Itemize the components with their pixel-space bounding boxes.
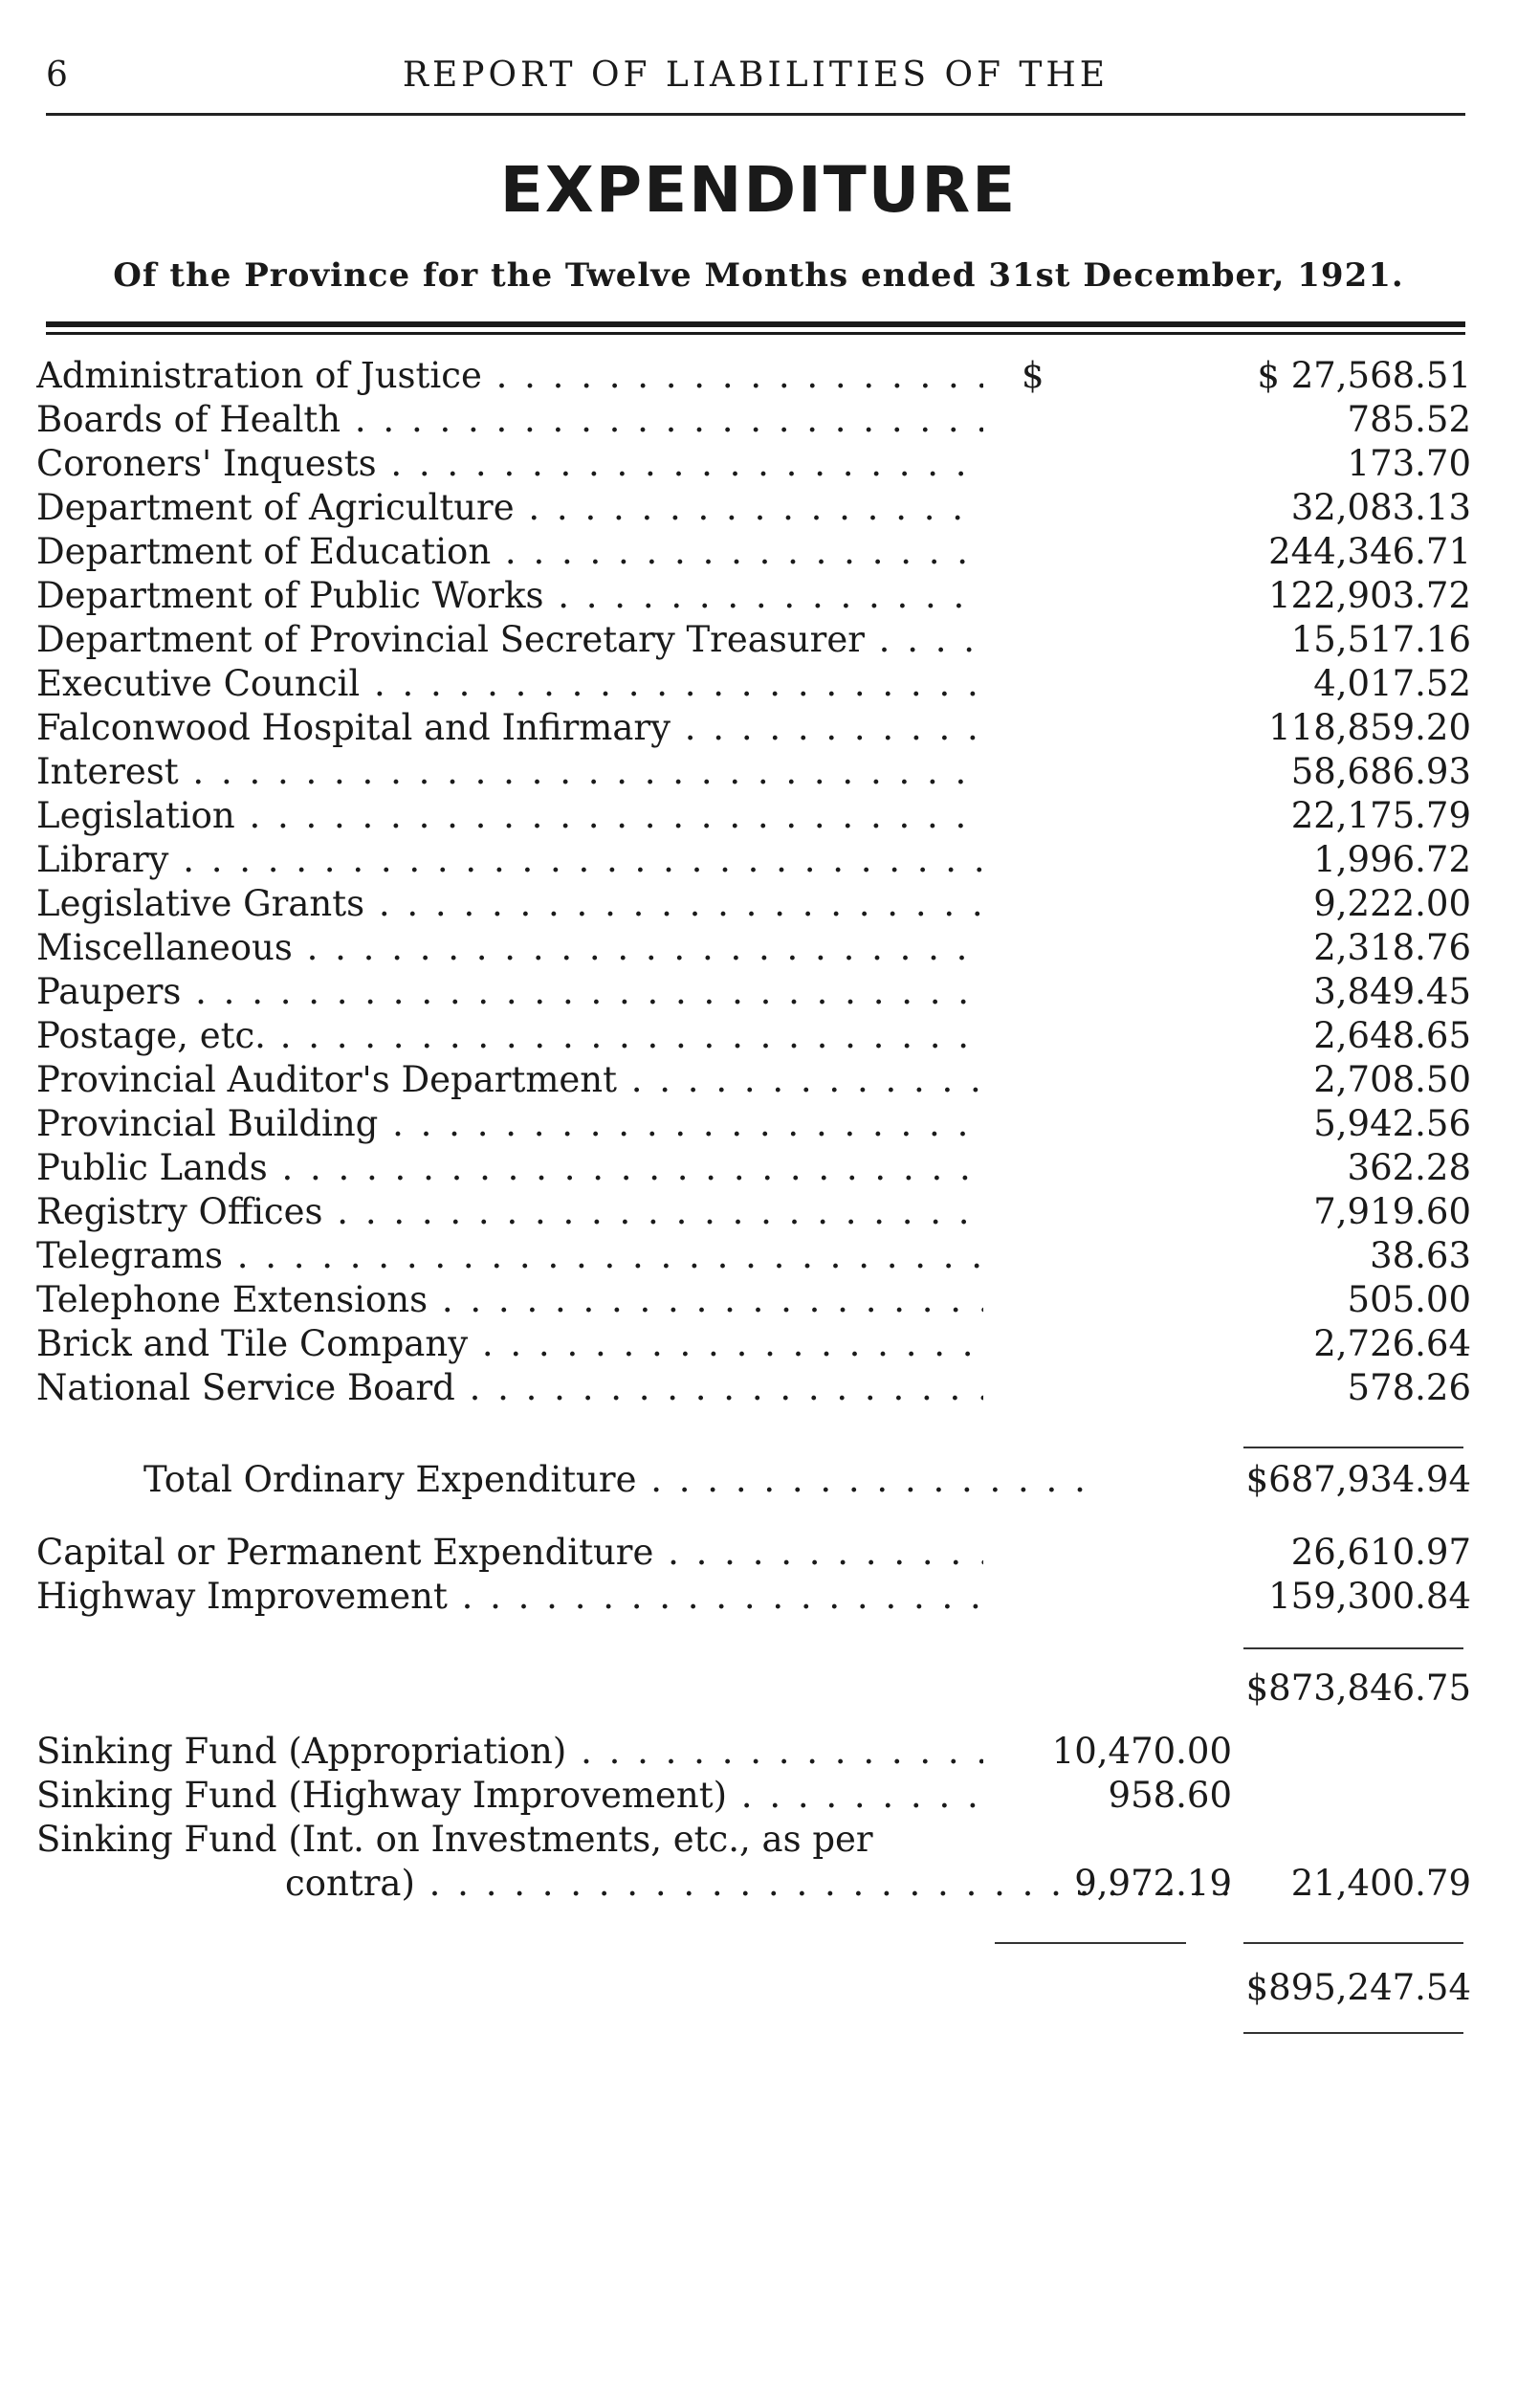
list-item: [36, 662, 1471, 706]
page-title: EXPENDITURE: [499, 153, 1018, 227]
total-ordinary-block: [36, 1458, 1471, 1502]
item-label: Capital or Permanent Expenditure . . .: [36, 1531, 983, 1575]
subtotal-amount: $873,846.75: [1245, 1668, 1471, 1709]
list-item: [36, 1014, 1471, 1058]
column-dollar-sign: $: [1022, 355, 1044, 396]
item-amount: 7,919.60: [1313, 1191, 1471, 1232]
item-label: Provincial Auditor's Department . . .: [36, 1058, 983, 1102]
grand-total-rule: [1243, 1942, 1463, 1944]
list-item: [36, 1818, 1471, 1862]
item-label: Provincial Building . . .: [36, 1102, 983, 1146]
item-label: Public Lands . . .: [36, 1146, 983, 1190]
item-amount: 58,686.93: [1290, 751, 1471, 792]
item-amount: 173.70: [1347, 443, 1471, 484]
page-subtitle: Of the Province for the Twelve Months ended 31st December, 1921.: [113, 256, 1404, 295]
item-amount: 2,726.64: [1313, 1323, 1471, 1364]
total-ordinary-amount: $687,934.94: [1245, 1459, 1471, 1500]
item-label: Sinking Fund (Appropriation) . . .: [36, 1730, 983, 1774]
list-item: [36, 838, 1471, 882]
page-header: [46, 55, 1465, 113]
item-label: Postage, etc. . . .: [36, 1014, 983, 1058]
list-item: [36, 618, 1471, 662]
subtotal-rule: [1243, 1447, 1463, 1448]
page-number: 6: [46, 55, 70, 95]
item-label: Paupers . . .: [36, 970, 983, 1014]
list-item: [36, 530, 1471, 574]
item-label: Department of Public Works . . .: [36, 574, 983, 618]
item-amount: 3,849.45: [1313, 971, 1471, 1012]
list-item: [36, 1575, 1471, 1619]
item-amount: 578.26: [1347, 1367, 1471, 1408]
list-item: [36, 1234, 1471, 1278]
sinking-fund-rule: [995, 1942, 1186, 1944]
grand-total-underline: [1243, 2032, 1463, 2034]
item-label: Interest . . .: [36, 750, 983, 794]
item-label: Sinking Fund (Highway Improvement) . . .: [36, 1774, 983, 1818]
subtotal-row: [36, 1667, 1471, 1711]
item-amount: 785.52: [1347, 399, 1471, 440]
item-label: Library . . .: [36, 838, 983, 882]
item-label: Miscellaneous . . .: [36, 926, 983, 970]
sinking-fund-block: [36, 1730, 1471, 1906]
subtotal-rule: [1243, 1647, 1463, 1649]
item-label: Boards of Health . . .: [36, 398, 983, 442]
list-item: [36, 486, 1471, 530]
capital-block: [36, 1531, 1471, 1619]
item-label: Telephone Extensions . . .: [36, 1278, 983, 1322]
item-amount: 958.60: [1108, 1775, 1232, 1816]
title-double-rule: [46, 321, 1465, 335]
grand-total-amount: $895,247.54: [1245, 1967, 1471, 2008]
item-amount: 32,083.13: [1290, 487, 1471, 528]
item-label: Executive Council . . .: [36, 662, 983, 706]
item-label: Department of Agriculture . . .: [36, 486, 983, 530]
item-amount: 9,972.19: [1074, 1863, 1232, 1904]
item-amount: 244,346.71: [1268, 531, 1471, 572]
subtotal-block: [36, 1667, 1471, 1711]
list-item: [36, 706, 1471, 750]
total-ordinary-label: Total Ordinary Expenditure . . .: [36, 1458, 1090, 1502]
item-amount: 362.28: [1347, 1147, 1471, 1188]
list-item: [36, 1531, 1471, 1575]
grand-total-block: [36, 1966, 1471, 2010]
header-rule: [46, 113, 1465, 116]
item-label: Falconwood Hospital and Infirmary . . .: [36, 706, 983, 750]
item-amount: 505.00: [1347, 1279, 1471, 1320]
item-amount: 9,222.00: [1313, 883, 1471, 924]
item-label: Registry Offices . . .: [36, 1190, 983, 1234]
list-item: [36, 1366, 1471, 1410]
item-amount: 2,708.50: [1313, 1059, 1471, 1100]
item-amount: 1,996.72: [1313, 839, 1471, 880]
item-label: Department of Provincial Secretary Treasurer . . .: [36, 618, 983, 662]
item-amount: 2,318.76: [1313, 927, 1471, 968]
list-item: [36, 882, 1471, 926]
list-item: [36, 1774, 1471, 1818]
item-amount: 15,517.16: [1290, 619, 1471, 660]
item-amount: 26,610.97: [1290, 1532, 1471, 1573]
item-amount: 10,470.00: [1051, 1731, 1232, 1772]
list-item: [36, 926, 1471, 970]
item-amount: 159,300.84: [1268, 1576, 1471, 1617]
sinking-fund-total: 21,400.79: [1290, 1863, 1471, 1904]
list-item: [36, 354, 1471, 398]
list-item: [36, 442, 1471, 486]
item-label: contra) . . .: [36, 1862, 1232, 1906]
item-amount: 122,903.72: [1268, 575, 1471, 616]
item-amount: 4,017.52: [1313, 663, 1471, 704]
item-amount: 2,648.65: [1313, 1015, 1471, 1056]
item-label: Brick and Tile Company . . .: [36, 1322, 983, 1366]
item-label: Administration of Justice . . .: [36, 354, 983, 398]
item-amount: 38.63: [1370, 1235, 1471, 1276]
list-item: [36, 794, 1471, 838]
item-amount: 118,859.20: [1268, 707, 1471, 748]
list-item: [36, 1058, 1471, 1102]
item-label: Department of Education . . .: [36, 530, 983, 574]
list-item: [36, 750, 1471, 794]
list-item: [36, 1862, 1471, 1906]
grand-total-row: [36, 1966, 1471, 2010]
expenditure-items: [36, 354, 1471, 1410]
item-amount: $ 27,568.51: [1257, 355, 1471, 396]
item-label: Telegrams . . .: [36, 1234, 983, 1278]
list-item: [36, 1730, 1471, 1774]
item-label: Sinking Fund (Int. on Investments, etc., as per: [36, 1819, 873, 1860]
item-label: Legislation . . .: [36, 794, 983, 838]
item-label: Highway Improvement . . .: [36, 1575, 983, 1619]
list-item: [36, 1146, 1471, 1190]
item-amount: 5,942.56: [1313, 1103, 1471, 1144]
list-item: [36, 574, 1471, 618]
item-amount: 22,175.79: [1290, 795, 1471, 836]
item-label: Coroners' Inquests . . .: [36, 442, 983, 486]
total-ordinary-row: [36, 1458, 1471, 1502]
item-label: Legislative Grants . . .: [36, 882, 983, 926]
list-item: [36, 1322, 1471, 1366]
list-item: [36, 398, 1471, 442]
item-label: National Service Board . . .: [36, 1366, 983, 1410]
list-item: [36, 1278, 1471, 1322]
running-head: REPORT OF LIABILITIES OF THE: [402, 55, 1110, 95]
list-item: [36, 1190, 1471, 1234]
list-item: [36, 970, 1471, 1014]
list-item: [36, 1102, 1471, 1146]
